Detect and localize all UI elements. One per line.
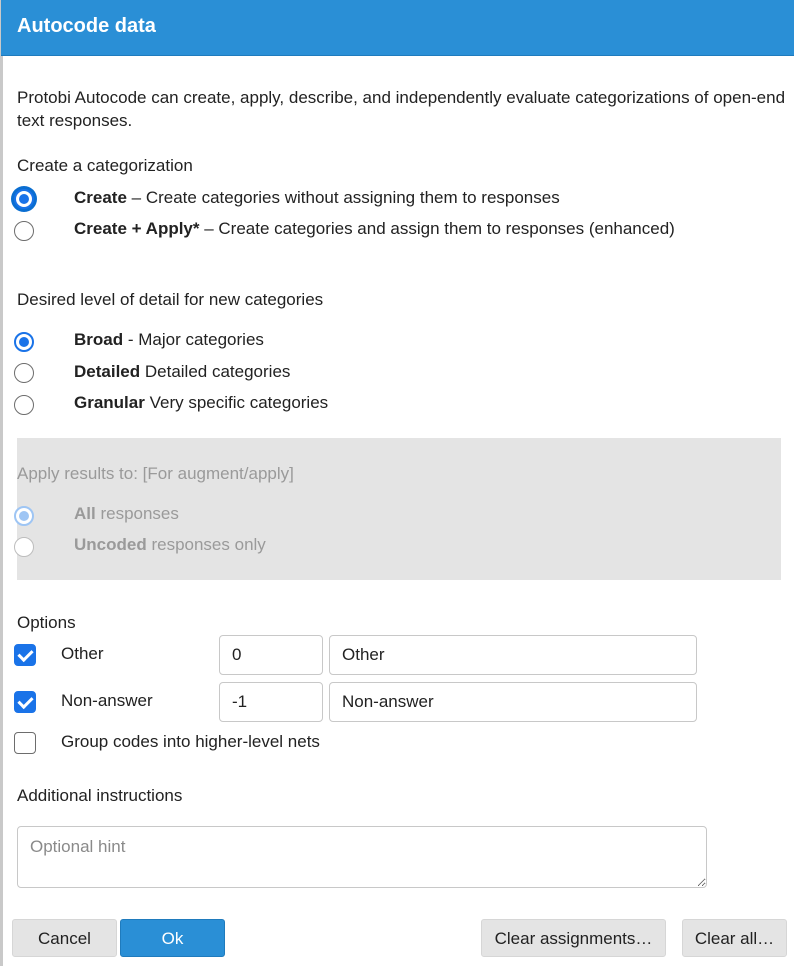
radio-broad[interactable] — [14, 332, 34, 352]
option-uncoded-name: Uncoded — [74, 535, 147, 554]
radio-create-apply[interactable] — [14, 221, 34, 241]
option-broad-name: Broad — [74, 330, 124, 349]
nonanswer-name-input[interactable] — [329, 682, 697, 722]
option-granular-name: Granular — [74, 393, 145, 412]
instructions-heading: Additional instructions — [17, 786, 183, 805]
group-nets-checkbox[interactable] — [14, 732, 36, 754]
instructions-textarea[interactable] — [17, 826, 707, 888]
option-detailed-name: Detailed — [74, 362, 141, 381]
radio-all-responses — [14, 506, 34, 526]
radio-uncoded-responses — [14, 537, 34, 557]
option-create-label[interactable] — [74, 188, 560, 208]
nonanswer-label: Non-answer — [61, 691, 153, 710]
option-uncoded-label — [74, 535, 266, 555]
apply-heading: Apply results to: [For augment/apply] — [17, 464, 294, 483]
clear-all-button[interactable]: Clear all… — [682, 919, 787, 957]
nonanswer-code-input[interactable] — [219, 682, 323, 722]
ok-button[interactable]: Ok — [120, 919, 225, 957]
other-label: Other — [61, 644, 104, 663]
dialog-titlebar — [1, 0, 794, 56]
other-code-input[interactable] — [219, 635, 323, 675]
option-all-responses-label — [74, 504, 179, 524]
option-create-name: Create — [74, 188, 127, 207]
option-uncoded-desc: responses only — [146, 535, 266, 554]
radio-create[interactable] — [14, 189, 34, 209]
option-all-desc: responses — [95, 504, 179, 523]
radio-granular[interactable] — [14, 395, 34, 415]
option-create-apply-label[interactable] — [74, 219, 675, 239]
background-window-edge — [0, 0, 3, 966]
cancel-button[interactable]: Cancel — [12, 919, 117, 957]
option-create-desc: – Create categories without assigning them to responses — [126, 188, 560, 207]
detail-heading: Desired level of detail for new categories — [17, 290, 324, 309]
option-broad-desc: - Major categories — [123, 330, 264, 349]
option-detailed-desc: Detailed categories — [140, 362, 291, 381]
dialog-title: Autocode data — [17, 15, 156, 37]
other-name-input[interactable] — [329, 635, 697, 675]
option-create-apply-name: Create + Apply* — [74, 219, 200, 238]
other-checkbox[interactable] — [14, 644, 36, 666]
nonanswer-checkbox[interactable] — [14, 691, 36, 713]
option-granular-desc: Very specific categories — [144, 393, 329, 412]
option-create-apply-desc: – Create categories and assign them to responses (enhanced) — [199, 219, 675, 238]
radio-detailed[interactable] — [14, 363, 34, 383]
option-all-name: All — [74, 504, 96, 523]
group-nets-label: Group codes into higher-level nets — [61, 732, 320, 751]
options-heading: Options — [17, 613, 76, 632]
intro-text: Protobi Autocode can create, apply, describe, and independently evaluate categorizations of open-end text responses. — [17, 88, 786, 130]
option-detailed-label[interactable] — [74, 362, 290, 382]
option-broad-label[interactable] — [74, 330, 264, 350]
option-granular-label[interactable] — [74, 393, 328, 413]
categorization-heading: Create a categorization — [17, 156, 193, 175]
clear-assignments-button[interactable]: Clear assignments… — [481, 919, 666, 957]
